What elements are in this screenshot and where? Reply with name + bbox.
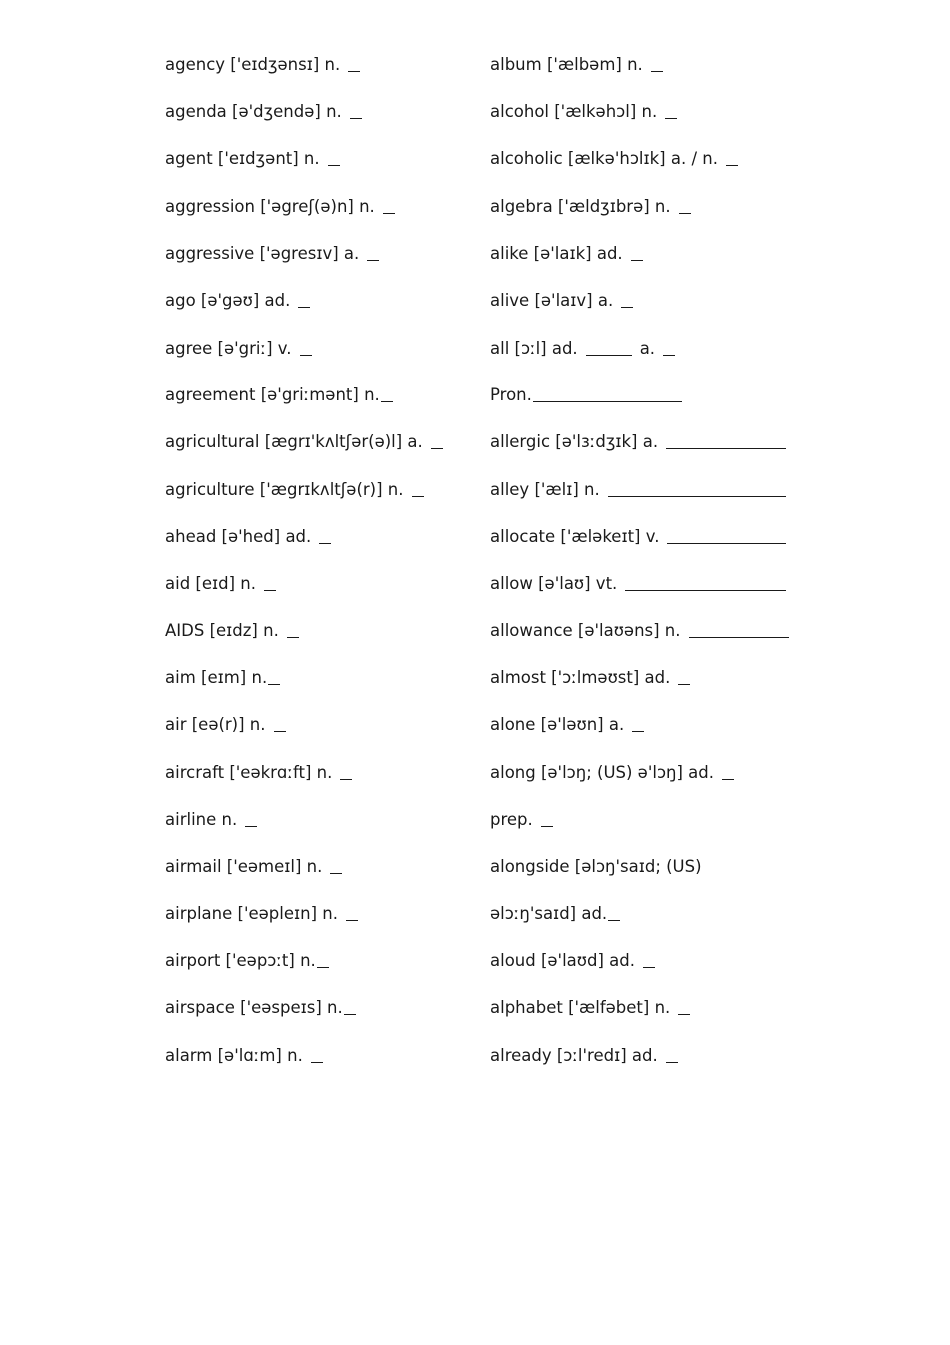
- word-text: alcoholic [ælkə'hɔlɪk] a. / n.: [490, 149, 718, 168]
- answer-blank[interactable]: [367, 260, 379, 261]
- answer-blank[interactable]: [344, 1014, 356, 1015]
- word-entry: [490, 385, 682, 405]
- word-entry: [490, 432, 786, 452]
- answer-blank[interactable]: [350, 118, 362, 119]
- word-entry: [490, 339, 675, 359]
- word-entry: [165, 527, 331, 547]
- word-text: aircraft ['eəkrɑːft] n.: [165, 763, 333, 782]
- word-text: allowance [ə'laʊəns] n.: [490, 621, 681, 640]
- answer-blank[interactable]: [298, 307, 310, 308]
- word-entry: [165, 668, 280, 688]
- word-entry: [490, 244, 643, 264]
- answer-blank[interactable]: [383, 213, 395, 214]
- answer-blank[interactable]: [346, 920, 358, 921]
- answer-blank[interactable]: [348, 71, 360, 72]
- answer-blank[interactable]: [678, 1014, 690, 1015]
- word-entry: [165, 810, 257, 830]
- word-text: allow [ə'laʊ] vt.: [490, 574, 618, 593]
- answer-blank[interactable]: [264, 590, 276, 591]
- word-entry: [165, 1046, 323, 1066]
- answer-blank[interactable]: [586, 355, 632, 356]
- word-text: əlɔːŋ'saɪd] ad.: [490, 904, 608, 923]
- word-text: ago [ə'gəʊ] ad.: [165, 291, 291, 310]
- answer-blank[interactable]: [621, 307, 633, 308]
- answer-blank[interactable]: [631, 260, 643, 261]
- answer-blank[interactable]: [689, 637, 789, 638]
- word-text: alone [ə'ləʊn] a.: [490, 715, 625, 734]
- word-text: aid [eɪd] n.: [165, 574, 256, 593]
- word-entry: [165, 197, 395, 217]
- word-entry: [165, 715, 286, 735]
- word-text: agreement [ə'griːmənt] n.: [165, 385, 380, 404]
- answer-blank[interactable]: [632, 731, 644, 732]
- word-entry: [490, 998, 690, 1018]
- word-text: alarm [ə'lɑːm] n.: [165, 1046, 303, 1065]
- word-text: airplane ['eəpleɪn] n.: [165, 904, 338, 923]
- word-text: agency ['eɪdʒənsɪ] n.: [165, 55, 341, 74]
- word-entry: [165, 574, 276, 594]
- word-text: airmail ['eəmeɪl] n.: [165, 857, 323, 876]
- word-text-secondary: a.: [639, 339, 656, 358]
- word-text: alongside [əlɔŋ'saɪd; (US): [490, 857, 702, 876]
- answer-blank[interactable]: [726, 165, 738, 166]
- answer-blank[interactable]: [666, 448, 786, 449]
- answer-blank[interactable]: [678, 684, 690, 685]
- word-entry: [490, 102, 677, 122]
- answer-blank[interactable]: [340, 779, 352, 780]
- word-text: album ['ælbəm] n.: [490, 55, 643, 74]
- answer-blank[interactable]: [328, 165, 340, 166]
- answer-blank[interactable]: [268, 684, 280, 685]
- word-entry: [490, 763, 734, 783]
- word-text: alcohol ['ælkəhɔl] n.: [490, 102, 658, 121]
- word-text: aggressive ['əgresɪv] a.: [165, 244, 360, 263]
- word-entry: [490, 574, 786, 594]
- answer-blank[interactable]: [667, 543, 786, 544]
- word-text: aloud [ə'laʊd] ad.: [490, 951, 635, 970]
- word-entry: [490, 197, 691, 217]
- word-text: agenda [ə'dʒendə] n.: [165, 102, 342, 121]
- word-entry: [165, 857, 342, 877]
- answer-blank[interactable]: [287, 637, 299, 638]
- word-text: alley ['ælɪ] n.: [490, 480, 600, 499]
- word-entry: [490, 668, 690, 688]
- answer-blank[interactable]: [679, 213, 691, 214]
- word-text: Pron.: [490, 385, 532, 404]
- word-entry: [165, 244, 379, 264]
- word-entry: [165, 904, 358, 924]
- word-text: allocate ['æləkeɪt] v.: [490, 527, 660, 546]
- word-text: already [ɔːl'redɪ] ad.: [490, 1046, 658, 1065]
- word-text: airline n.: [165, 810, 238, 829]
- word-entry: [165, 149, 340, 169]
- word-entry: [165, 102, 362, 122]
- answer-blank[interactable]: [300, 355, 312, 356]
- answer-blank[interactable]: [245, 826, 257, 827]
- answer-blank[interactable]: [319, 543, 331, 544]
- word-text: airspace ['eəspeɪs] n.: [165, 998, 343, 1017]
- word-text: all [ɔːl] ad.: [490, 339, 578, 358]
- word-entry: [490, 527, 786, 547]
- answer-blank[interactable]: [317, 967, 329, 968]
- word-entry: [165, 951, 329, 971]
- word-entry: [165, 291, 310, 311]
- word-entry: [490, 1046, 678, 1066]
- word-text: alive [ə'laɪv] a.: [490, 291, 614, 310]
- word-entry: [165, 621, 299, 641]
- word-entry: [490, 715, 644, 735]
- answer-blank[interactable]: [541, 826, 553, 827]
- word-text: allergic [ə'lɜːdʒɪk] a.: [490, 432, 659, 451]
- word-entry: [490, 951, 655, 971]
- answer-blank[interactable]: [666, 1062, 678, 1063]
- word-text: alike [ə'laɪk] ad.: [490, 244, 623, 263]
- word-text: almost ['ɔːlməʊst] ad.: [490, 668, 671, 687]
- word-entry: [165, 480, 424, 500]
- word-text: ahead [ə'hed] ad.: [165, 527, 312, 546]
- word-entry: [490, 810, 553, 830]
- answer-blank[interactable]: [330, 873, 342, 874]
- answer-blank[interactable]: [643, 967, 655, 968]
- word-text: air [eə(r)] n.: [165, 715, 266, 734]
- answer-blank[interactable]: [412, 496, 424, 497]
- word-entry: [490, 291, 633, 311]
- answer-blank[interactable]: [381, 401, 393, 402]
- answer-blank[interactable]: [625, 590, 786, 591]
- word-text: AIDS [eɪdz] n.: [165, 621, 279, 640]
- answer-blank[interactable]: [663, 355, 675, 356]
- word-text: algebra ['ældʒɪbrə] n.: [490, 197, 671, 216]
- word-text: agree [ə'griː] v.: [165, 339, 292, 358]
- word-text: aim [eɪm] n.: [165, 668, 268, 687]
- word-entry: [490, 857, 710, 877]
- answer-blank[interactable]: [722, 779, 734, 780]
- answer-blank[interactable]: [431, 448, 443, 449]
- answer-blank[interactable]: [665, 118, 677, 119]
- word-text: along [ə'lɔŋ; (US) ə'lɔŋ] ad.: [490, 763, 714, 782]
- word-entry: [165, 763, 352, 783]
- word-entry: [165, 55, 360, 75]
- word-entry: [165, 339, 312, 359]
- word-text: agricultural [ægrɪ'kʌltʃər(ə)l] a.: [165, 432, 423, 451]
- word-entry: [165, 998, 356, 1018]
- answer-blank[interactable]: [533, 401, 682, 402]
- answer-blank[interactable]: [274, 731, 286, 732]
- word-entry: [165, 432, 443, 452]
- answer-blank[interactable]: [311, 1062, 323, 1063]
- word-entry: [490, 480, 786, 500]
- word-text: agent ['eɪdʒənt] n.: [165, 149, 320, 168]
- answer-blank[interactable]: [651, 71, 663, 72]
- word-entry: [165, 385, 393, 405]
- word-entry: [490, 904, 620, 924]
- word-text: airport ['eəpɔːt] n.: [165, 951, 316, 970]
- word-entry: [490, 621, 789, 641]
- answer-blank[interactable]: [608, 496, 786, 497]
- word-entry: [490, 55, 663, 75]
- word-text: prep.: [490, 810, 533, 829]
- word-text: alphabet ['ælfəbet] n.: [490, 998, 671, 1017]
- word-entry: [490, 149, 738, 169]
- word-text: agriculture ['ægrɪkʌltʃə(r)] n.: [165, 480, 404, 499]
- answer-blank[interactable]: [608, 920, 620, 921]
- word-text: aggression ['əgreʃ(ə)n] n.: [165, 197, 375, 216]
